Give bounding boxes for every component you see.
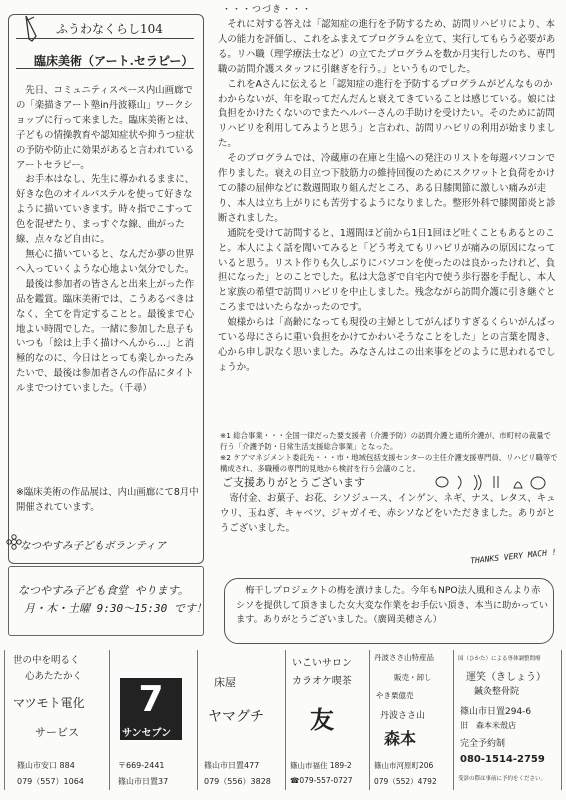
ad-name: 森本 xyxy=(384,729,417,748)
footnote: ※1 総合事業・・・全国一律だった要支援者（介護予防）の訪問介護と通所介護が、市町村の裁量で行う「介護予防・日常生活支援総合事業」となった。 xyxy=(220,431,552,451)
article-paragraph: これをAさんに伝えると「認知症の進行を予防するプログラムがどんなものかわからないが、年を取ってだんだんと衰えてきていることは感じている。娘には負担をかけたくないのでまたヘルパーさんの手助けを受けたい。そのために訪問リハビリを利用してみようと思う」と言われ、訪問リハビリの利用が始まりました。 xyxy=(218,78,556,150)
exhibit-note: ※臨床美術の作品展は、内山画廊にて8月中開催されています。 xyxy=(16,487,199,513)
handwritten-hours: 月・木・土曜 9:30〜15:30 です！ xyxy=(24,602,207,615)
footnotes xyxy=(220,430,558,474)
ad-address: 篠山市安口 884 xyxy=(17,761,75,770)
ad-tomo xyxy=(286,650,370,790)
article-body xyxy=(218,12,558,376)
support-body xyxy=(220,492,558,537)
ad-name: マツモト電化 xyxy=(13,696,85,710)
column-paragraph: 最後は参加者の皆さんと出来上がった作品を鑑賞。臨床美術では、こうあるべきはなく、全てを肯定することと。最後まで心地よい時間でした。一緒に参加した息子もいつも「絵は上手く描けへんから…」と消極的なのに、今日はとっても楽しかったみたいで、最後は参加者さんの作品にタイトルまでつけていました。（千尋） xyxy=(16,278,195,395)
ad-tagline: 床屋 xyxy=(214,676,236,689)
ad-tagline: 世の中を明るく xyxy=(13,655,80,666)
column-title: ふうわなくらし104 xyxy=(56,22,163,36)
footnote: ※2 ケアマネジメント委託先・・・市・地域包括支援センターの主任介護支援専門員、リハビリ職等で構成され、多職種の専門的見地から検討を行う会議のこと。 xyxy=(220,453,558,473)
ad-matsumoto xyxy=(4,650,110,790)
ad-tel: 篠山市日置37 xyxy=(118,777,169,786)
ad-tagline: カラオケ喫茶 xyxy=(292,676,352,687)
ad-tagline: 運笑（きしょう） xyxy=(466,672,546,683)
ad-tel: ☎079-557-0727 xyxy=(290,776,353,785)
ad-tagline: やき栗億売 xyxy=(376,691,414,700)
ad-address: 篠山市河原町206 xyxy=(374,761,434,770)
title-underline xyxy=(16,38,194,39)
ad-address-old: 旧 森本米殼店 xyxy=(460,721,516,730)
article-paragraph: 娘様からは「高齢になっても現役の主婦としてがんばりすぎるくらいがんばっている母にさらに重い負担をかけてかわいそうなことをした」との言葉を聞き、心から申し訳なく思いました。みなさんはこの出来事をどのように思われるでしょうか。 xyxy=(218,317,556,373)
ad-tel: 080-1514-2759 xyxy=(460,754,545,765)
ad-tagline: 国（ひかた）による専体調整問療 xyxy=(458,656,541,662)
ad-tel: 079（552）4792 xyxy=(374,777,437,786)
handwritten-cafeteria: なつやすみ子ども食堂 やります。 xyxy=(18,584,189,597)
logo-number: 7 xyxy=(138,679,164,720)
article-paragraph: 通院を受けて訪問すると、1週間ほど前から1日1回ほど吐くこともあるとのこと。本人によく話を聞いてみると「どう考えてもリハビリが痛みの原因になっていると思う。リスト作りも久しぶりにパソコンを使ったのは良かったけれど、負担になった」とのことでした。私は大急ぎで自宅内で使う歩行器を手配し、本人と家族の希望で訪問リハビリを中止しました。残念ながら訪問介護に引き継ぐところまではいたらなかったのです。 xyxy=(218,227,556,314)
ad-reservation: 完全予約制 xyxy=(460,739,506,749)
subtitle-underline xyxy=(16,68,194,69)
ad-sub: サービス xyxy=(35,726,79,739)
ad-tagline: 鍼灸整骨院 xyxy=(474,687,520,697)
article-paragraph: それに対する答えは「認知症の進行を予防するため、訪問リハビリにより、本人の能力を評価し、これをふまえてプログラムを立て、実行してもらう必要がある。リハ職（理学療法士など）の立てたプログラムを数か月実行したのち、専門職の訪問介護スタッフに引継ぎを行う。」というものでした。 xyxy=(218,19,556,75)
article-paragraph: そのプログラムでは、冷蔵庫の在庫と生協への発注のリストを毎週パソコンで作りました。衰えの目立つ下肢筋力の維持回復のためにスクワットと負荷をかけての膝の屈伸などに数週間取り組んだところ、ある日膝関節に激しい痛みが走り、本人は立ち上がりにも苦労するようになりました。整形外科で膝関節炎と診断されました。 xyxy=(218,153,556,224)
ad-tel: 079（556）3828 xyxy=(204,777,271,786)
support-title: ご支援ありがとうございます xyxy=(222,476,365,489)
plum-body xyxy=(236,584,548,628)
ad-tagline: 丹波ささ山 xyxy=(380,711,426,721)
column-paragraph: 先日、コミュニティスペース内山画廊での「楽描きアート塾in丹波篠山」ワークショップに行って来ました。臨床美術とは、子どもの情操教育や認知症状や抑うつ症状の予防や防止に効果があると言われているアートセラピー。 xyxy=(16,85,195,171)
column-note xyxy=(16,486,199,516)
continued-label: ・・・つづき・・・ xyxy=(222,5,313,15)
column-paragraph: お手本はなし、先生に導かれるままに、好きな色のオイルパステルを使って好きなように描いていきます。時々指でこすって色を混ぜたり、まっすぐな線、曲がった線、点々など自由に。 xyxy=(16,174,195,246)
ad-address: 篠山市日置294-6 xyxy=(460,707,532,717)
ad-address: 篠山市日置477 xyxy=(204,761,260,770)
ad-footnote: 受診の際は事前に予約をください。 xyxy=(458,776,547,782)
ad-tagline: 販売・卸し xyxy=(394,673,432,682)
pencil-icon xyxy=(22,14,40,44)
support-paragraph: 寄付金、お菓子、お花、シソジュース、インゲン、ネギ、ナス、レタス、キュウリ、玉ねぎ、キャベツ、ジャガイモ、赤シソなどをいただきました。ありがとうございました。 xyxy=(220,493,556,534)
ad-sanseven xyxy=(110,650,198,790)
ad-tagline: 心あたたかく xyxy=(25,671,83,682)
column-paragraph: 無心に描いていると、なんだか夢の世界へ入っていくような心地よい気分でした。 xyxy=(16,248,195,275)
ad-morimoto xyxy=(370,650,454,790)
handwritten-volunteer: なつやすみ子どもボランティア xyxy=(20,540,167,552)
ad-name: サンセブン xyxy=(122,728,172,739)
column-subtitle: 臨床美術（アート.セラピー） xyxy=(34,54,194,68)
column-body xyxy=(16,84,199,397)
ad-strip xyxy=(0,650,566,790)
ad-name: ヤマグチ xyxy=(208,709,264,725)
ad-kishou xyxy=(454,650,562,790)
vegetables-icon xyxy=(434,472,554,492)
plum-paragraph: 梅干しプロジェクトの梅を漬けました。今年もNPO法人風和さんより赤シソを提供して頂きました女大変な作業をお手伝い頂き、本当に助かっています。ありがとうございました。（廣岡美穂さん） xyxy=(236,585,549,626)
ad-tagline: 丹波ささ山特産品 xyxy=(374,653,434,662)
ad-tagline: いこいサロン xyxy=(292,658,352,669)
ad-yamaguchi xyxy=(198,650,286,790)
thanks-handwriting: THANKS VERY MACH ! xyxy=(469,547,557,566)
ad-address: 〒669-2441 xyxy=(118,761,165,770)
ad-address: 篠山市福住 189-2 xyxy=(290,761,352,770)
ad-name: 友 xyxy=(310,706,334,734)
ad-tel: 079（557）1064 xyxy=(17,777,84,786)
